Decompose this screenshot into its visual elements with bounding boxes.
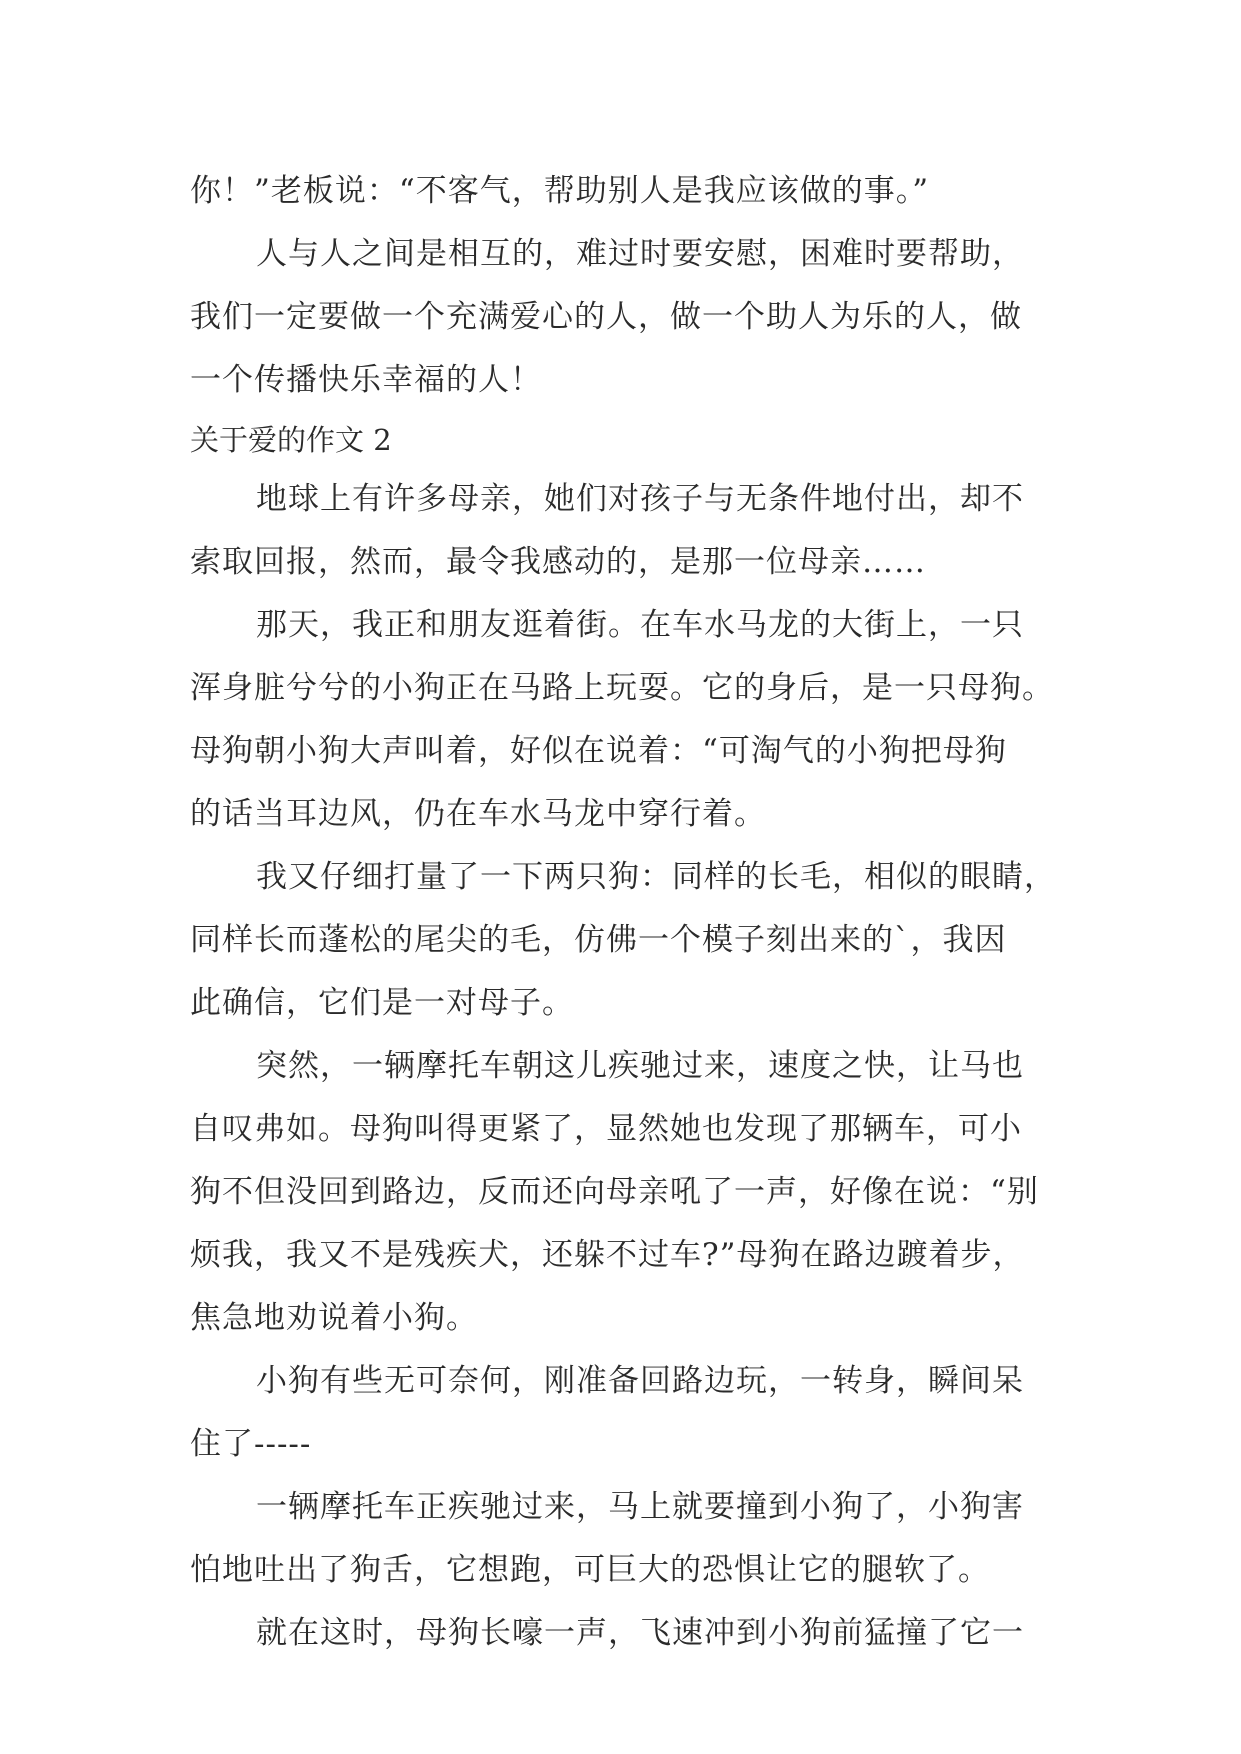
paragraph-line: 母狗朝小狗大声叫着，好似在说着：“可淘气的小狗把母狗 (190, 733, 1007, 769)
paragraph-line: 突然，一辆摩托车朝这儿疾驰过来，速度之快，让马也 (256, 1048, 1024, 1084)
paragraph-line: 就在这时，母狗长嚎一声，飞速冲到小狗前猛撞了它一 (256, 1615, 1024, 1651)
paragraph-line: 索取回报，然而，最令我感动的，是那一位母亲…… (190, 544, 926, 580)
paragraph-line: 地球上有许多母亲，她们对孩子与无条件地付出，却不 (256, 481, 1024, 517)
paragraph-line: 一个传播快乐幸福的人！ (190, 362, 542, 398)
paragraph-line: 同样长而蓬松的尾尖的毛，仿佛一个模子刻出来的`，我因 (190, 922, 1007, 958)
paragraph-line: 你！”老板说：“不客气，帮助别人是我应该做的事。” (190, 173, 930, 209)
paragraph-line: 我们一定要做一个充满爱心的人，做一个助人为乐的人，做 (190, 299, 1022, 335)
paragraph-line: 焦急地劝说着小狗。 (190, 1300, 478, 1336)
paragraph-line: 怕地吐出了狗舌，它想跑，可巨大的恐惧让它的腿软了。 (190, 1552, 990, 1588)
paragraph-line: 小狗有些无可奈何，刚准备回路边玩，一转身，瞬间呆 (256, 1363, 1024, 1399)
paragraph-line: 的话当耳边风，仍在车水马龙中穿行着。 (190, 796, 766, 832)
paragraph-line: 人与人之间是相互的，难过时要安慰，困难时要帮助， (256, 236, 1024, 272)
paragraph-line: 烦我，我又不是残疾犬，还躲不过车?”母狗在路边踱着步， (190, 1237, 1025, 1273)
paragraph-line: 住了----- (190, 1426, 312, 1462)
essay-title: 关于爱的作文 2 (190, 423, 392, 457)
paragraph-line: 此确信，它们是一对母子。 (190, 985, 574, 1021)
paragraph-line: 一辆摩托车正疾驰过来，马上就要撞到小狗了，小狗害 (256, 1489, 1024, 1525)
essay-body (190, 160, 1070, 1665)
paragraph-line: 狗不但没回到路边，反而还向母亲吼了一声，好像在说：“别 (190, 1174, 1039, 1210)
paragraph-line: 我又仔细打量了一下两只狗：同样的长毛，相似的眼睛， (256, 859, 1056, 895)
paragraph-line: 浑身脏兮兮的小狗正在马路上玩耍。它的身后，是一只母狗。 (190, 670, 1054, 706)
paragraph-line: 自叹弗如。母狗叫得更紧了，显然她也发现了那辆车，可小 (190, 1111, 1022, 1147)
paragraph-line: 那天，我正和朋友逛着街。在车水马龙的大街上，一只 (256, 607, 1024, 643)
